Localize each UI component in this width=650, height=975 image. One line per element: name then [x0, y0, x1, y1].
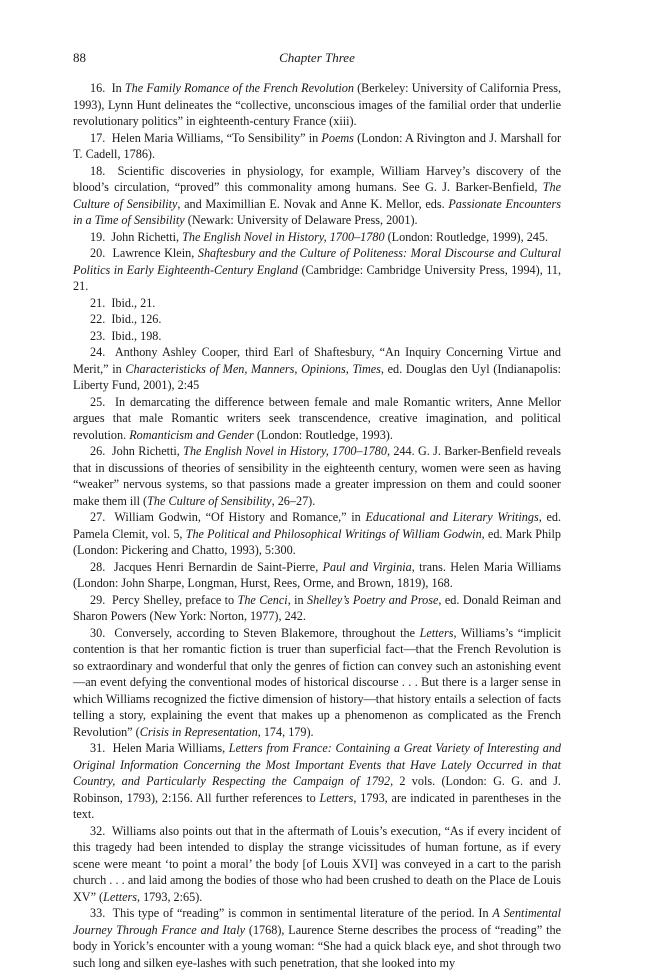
endnote	[73, 295, 561, 312]
endnote-number: 17.	[90, 130, 106, 145]
endnote-text: , trans. Helen Maria Williams (London: John Sharpe, Longman, Hurst, Rees, Orme, and Brown, 1819), 168.	[73, 559, 561, 590]
endnote-text: , ed. Mark Philp (London: Pickering and Chatto, 1993), 5:300.	[73, 526, 562, 557]
endnote-text: , 1793, 2:65).	[136, 889, 203, 904]
endnote	[73, 740, 561, 823]
endnote-italic-text: The Culture of Sensibility	[147, 493, 272, 508]
endnote-text: , and Maximillian E. Novak and Anne K. Mellor, eds.	[177, 196, 449, 211]
endnote	[73, 394, 561, 444]
endnote-number: 30.	[90, 625, 106, 640]
endnote-italic-text: Poems	[321, 130, 354, 145]
endnote-text: , in	[287, 592, 308, 607]
endnote	[73, 163, 561, 229]
endnote	[73, 823, 561, 906]
endnote-italic-text: Passionate Encounters in a Time of Sensibility	[73, 196, 562, 227]
endnote-italic-text: Shaftesbury and the Culture of Politeness: Moral Discourse and Cultural Politics in Early Eighteenth-Century England	[73, 246, 561, 277]
endnote-text: (Newark: University of Delaware Press, 2001).	[184, 213, 418, 227]
endnote-number: 19.	[90, 229, 106, 244]
endnote-number: 16.	[90, 81, 106, 95]
running-head: Chapter Three	[279, 50, 355, 65]
endnote-text: Helen Maria Williams,	[112, 741, 229, 755]
page-number: 88	[73, 50, 86, 65]
endnote-italic-text: Letters	[419, 625, 454, 640]
endnote	[73, 311, 561, 328]
endnote-italic-text: The Political and Philosophical Writings of William Godwin	[185, 526, 482, 541]
endnote-italic-text: Characteristicks of Men, Manners, Opinions, Times	[125, 361, 381, 376]
endnote-text: , 26–27).	[271, 493, 316, 508]
endnotes-list	[73, 80, 561, 971]
endnote-italic-text: The Cenci	[237, 592, 288, 607]
endnote-number: 20.	[90, 246, 106, 260]
endnote-text: In demarcating the difference between female and male Romantic writers, Anne Mellor argues that male Romantic writers seek transcendence, creative imagination, and political revolution.	[73, 394, 562, 442]
endnote	[73, 592, 561, 625]
endnote-italic-text: Crisis in Representation	[139, 724, 258, 739]
endnote-text: In	[111, 81, 125, 95]
endnote-text: Scientific discoveries in physiology, for example, William Harvey’s discovery of the blood’s circulation, “proved” this commonality among humans. See G. J. Barker-Benfield,	[73, 163, 561, 194]
endnote-text: , 174, 179).	[257, 724, 314, 739]
endnote-number: 33.	[90, 906, 106, 920]
endnote-text: (London: A Rivington and J. Marshall for T. Cadell, 1786).	[73, 130, 562, 161]
endnote-text: Conversely, according to Steven Blakemore, throughout the	[114, 625, 420, 640]
endnote-number: 25.	[90, 394, 106, 409]
endnote-text: Ibid., 198.	[111, 328, 162, 343]
endnote-text: John Richetti,	[111, 229, 183, 244]
endnote-text: Lawrence Klein,	[112, 246, 198, 260]
endnote	[73, 80, 561, 130]
endnote-text: Percy Shelley, preface to	[112, 592, 238, 607]
endnote-italic-text: The Family Romance of the French Revolution	[124, 81, 354, 95]
endnote	[73, 443, 561, 509]
endnote-italic-text: Romanticism and Gender	[129, 427, 254, 442]
endnote-italic-text: Paul and Virginia	[322, 559, 412, 574]
endnote-text: Anthony Ashley Cooper, third Earl of Shaftesbury, “An Inquiry Concerning Virtue and Merit,” in	[73, 345, 561, 376]
endnote-text: John Richetti,	[111, 444, 184, 458]
endnote	[73, 130, 561, 163]
endnote-text: (London: Routledge, 1999), 245.	[384, 229, 549, 244]
endnote	[73, 559, 561, 592]
endnote-text: William Godwin, “Of History and Romance,” in	[114, 510, 366, 524]
endnote-italic-text: Letters	[103, 889, 137, 904]
endnote-italic-text: A Sentimental Journey Through France and Italy	[73, 906, 561, 937]
endnote	[73, 509, 561, 559]
endnote-text: Jacques Henri Bernardin de Saint-Pierre,	[113, 559, 323, 574]
endnote-number: 18.	[90, 163, 106, 178]
endnote-text: Helen Maria Williams, “To Sensibility” in	[111, 130, 322, 145]
endnote-text: Ibid., 126.	[111, 312, 162, 326]
endnote-number: 32.	[90, 823, 106, 838]
endnote-number: 23.	[90, 328, 106, 343]
endnote-number: 21.	[90, 295, 106, 310]
endnote-italic-text: Shelley’s Poetry and Prose	[307, 592, 439, 607]
endnote-text: , Williams’s “implicit contention is that her romantic fiction is truer than superficial fact—that the French Revolution is so extraordinary and wonderful that only the genres of fiction can convey such an astonishing event—an event defying the conventional modes of historical discourse . . . But there is a larger sense in which Williams recognized the fictive dimension of history—that history entails a selection of facts telling a story, explaining the event that makes up a phenomenon as complicated as the French Revolution” (	[73, 625, 562, 739]
endnote-text: (Berkeley: University of California Press, 1993), Lynn Hunt delineates the “collective, unconscious images of the familial order that underlie revolutionary politics” in eighteenth-century France (xiii).	[73, 81, 562, 128]
endnote	[73, 344, 561, 394]
endnote-text: , ed. Douglas den Uyl (Indianapolis: Liberty Fund, 2001), 2:45	[73, 361, 561, 392]
endnote-text: (Cambridge: Cambridge University Press, 1994), 11, 21.	[73, 262, 561, 293]
endnote	[73, 625, 561, 741]
endnote-italic-text: The Culture of Sensibility	[73, 180, 561, 211]
endnote-text: , 2 vols. (London: G. G. and J. Robinson, 1793), 2:156. All further references to	[73, 774, 561, 805]
page-header	[73, 50, 561, 72]
endnote	[73, 328, 561, 345]
endnote-italic-text: The English Novel in History, 1700–1780	[183, 444, 387, 458]
endnote-italic-text: Letters	[319, 790, 354, 805]
endnote-number: 26.	[90, 444, 106, 458]
endnote-text: , ed. Pamela Clemit, vol. 5,	[73, 510, 561, 541]
endnote-text: , 244. G. J. Barker-Benfield reveals that in discussions of theories of sensibility in the eighteenth century, women were seen as having “weaker” nervous systems, so that passions made a greater impression on them and could sooner make them ill (	[73, 444, 562, 508]
endnote-number: 27.	[90, 510, 106, 524]
endnote-text: (London: Routledge, 1993).	[253, 427, 393, 442]
endnote-text: Williams also points out that in the aftermath of Louis’s execution, “As if every incident of this tragedy had been intended to display the strange vicissitudes of human fortune, as if every scene were meant ‘to point a moral’ the body [of Louis XVI] was conveyed in a cart to the parish church . . . and laid among the bodies of those who had been crushed to death on the Place de Louis XV” (	[73, 823, 561, 904]
endnote-italic-text: Letters from France: Containing a Great Variety of Interesting and Original Information Concerning the Most Important Events that Have Lately Occurred in that Country, and Particularly Respecting the Campaign of 1792	[73, 741, 562, 788]
endnote	[73, 229, 561, 246]
endnote-text: , ed. Donald Reiman and Sharon Powers (New York: Norton, 1977), 242.	[73, 592, 562, 623]
endnote-number: 31.	[90, 741, 106, 755]
endnote-text: This type of “reading” is common in sentimental literature of the period. In	[112, 906, 493, 920]
endnote-italic-text: Educational and Literary Writings	[365, 510, 539, 524]
endnote-number: 22.	[90, 312, 106, 326]
book-page	[73, 50, 561, 971]
endnote-number: 28.	[90, 559, 106, 574]
endnote-text: (1768), Laurence Sterne describes the process of “reading” the body in Yorick’s encounter with a young woman: “She had a quick black eye, and shot through two such long and silken eye-lashes with such penetration, that she looked into my	[73, 922, 561, 970]
endnote-italic-text: The English Novel in History, 1700–1780	[182, 229, 385, 244]
endnote-text: , 1793, are indicated in parentheses in the text.	[73, 790, 561, 821]
endnote-text: Ibid., 21.	[111, 295, 156, 310]
endnote	[73, 905, 561, 971]
endnote-number: 24.	[90, 345, 106, 359]
endnote	[73, 245, 561, 295]
endnote-number: 29.	[90, 592, 106, 607]
